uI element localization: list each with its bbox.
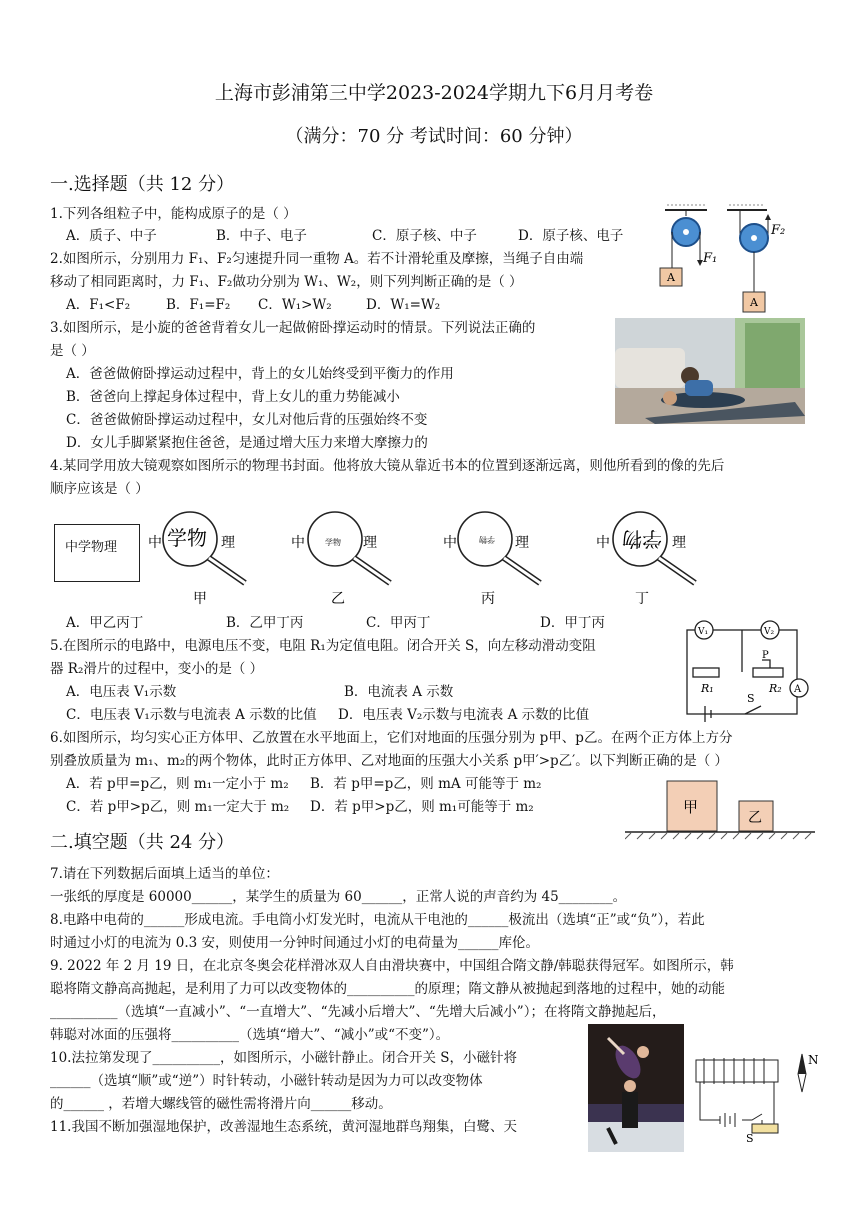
q1-option-a: A．质子、中子 [66,228,157,244]
magnifier-figure [145,505,715,610]
q4-fig-zhong-jia: 中 [148,535,162,551]
q6-option-c: C．若 p甲>p乙，则 m₁一定大于 m₂ [66,799,290,815]
q6-fig-yi: 乙 [748,810,762,826]
q5-fig-switch-s: S [747,692,755,705]
fig-label-ding: 丁 [635,591,649,607]
cubes-figure [625,775,815,843]
q5-fig-v2: V₂ [764,627,775,637]
q7-stem-line1: 7.请在下列数据后面填上适当的单位： [50,866,279,882]
q9-stem-line4: 韩聪对冰面的压强将__________（选填“增大”、“减小”或“不变”）。 [50,1027,450,1043]
q2-fig-block-a: A [667,271,675,284]
q5-stem-line2: 器 R₂滑片的过程中，变小的是（ ） [50,661,264,677]
q4-fig-li-bing: 理 [515,535,529,551]
q10-stem-line3: 的______ ，若增大螺线管的磁性需将滑片向______移动。 [50,1096,392,1112]
q5-fig-v1: V₁ [698,627,709,637]
q4-option-b: B．乙甲丁丙 [226,615,304,631]
q2-option-b: B．F₁=F₂ [166,297,231,313]
q9-stem-line3: __________（选填“一直减小”、“一直增大”、“先减小后增大”、“先增大后减小”）；在将隋文静抛起后， [50,1004,666,1020]
q2-stem-line2: 移动了相同距离时，力 F₁、F₂做功分别为 W₁、W₂，则下列判断正确的是（ ） [50,274,523,290]
q5-fig-slider-p: P [762,650,769,661]
q4-stem-line1: 4.某同学用放大镜观察如图所示的物理书封面。他将放大镜从靠近书本的位置到逐渐远离，则他所看到的像的先后 [50,458,725,474]
q6-option-d: D．若 p甲>p乙，则 m₁可能等于 m₂ [310,799,534,815]
q3-stem-line1: 3.如图所示，是小旋的爸爸背着女儿一起做俯卧撑运动时的情景。下列说法正确的 [50,320,536,336]
pushup-photo [615,318,805,424]
book-cover [54,524,140,582]
q4-stem-line2: 顺序应该是（ ） [50,481,149,497]
solenoid-figure [690,1050,820,1150]
q4-view-jia: 学物 [167,526,207,550]
q2-fig-label-f2: F₂ [771,223,786,238]
q1-stem: 1.下列各组粒子中，能构成原子的是（ ） [50,206,297,222]
q9-stem-line2: 聪将隋文静高高抛起，是利用了力可以改变物体的__________的原理；隋文静从被抛起到落地的过程中，她的动能 [50,981,725,997]
q6-fig-jia: 甲 [683,798,699,816]
q10-stem-line2: ______（选填“顺”或“逆”）时针转动，小磁针转动是因为力可以改变物体 [50,1073,483,1089]
q8-stem-line2: 时通过小灯的电流为 0.3 安，则使用一分钟时间通过小灯的电荷量为______库伦。 [50,935,540,951]
book-title: 中学物理 [65,540,118,555]
section-heading-choice: 一.选择题（共 12 分） [50,174,235,195]
q9-stem-line1: 9. 2022 年 2 月 19 日，在北京冬奥会花样滑冰双人自由滑块赛中，中国组合隋文静/韩聪获得冠军。如图所示，韩 [50,958,734,974]
q7-stem-line2: 一张纸的厚度是 60000______，某学生的质量为 60______，正常人说的声音约为 45________。 [50,889,627,905]
q4-fig-zhong-yi: 中 [291,535,305,551]
q2-fig-label-f1: F₁ [703,251,718,266]
q4-view-bing: 学物 [479,535,495,544]
q4-option-a: A．甲乙丙丁 [66,615,144,631]
q4-option-c: C．甲丙丁 [366,615,431,631]
circuit-figure [665,618,820,723]
fig-label-yi: 乙 [331,591,345,607]
fig-label-jia: 甲 [193,591,207,607]
q6-stem-line1: 6.如图所示，均匀实心正方体甲、乙放置在水平地面上，它们对地面的压强分别为 p甲、p乙。在两个正方体上方分 [50,730,733,746]
pulley-figure [655,202,795,318]
q3-option-c: C．爸爸做俯卧撑运动过程中，女儿对他后背的压强始终不变 [66,412,428,428]
q4-fig-li-jia: 理 [221,535,235,551]
q4-fig-li-ding: 理 [672,535,686,551]
q5-fig-r2: R₂ [769,682,782,695]
q5-fig-ammeter: A [794,684,802,695]
q4-view-yi: 学物 [325,538,341,547]
exam-info: （满分：70 分 考试时间：60 分钟） [285,126,583,147]
q1-option-d: D．原子核、电子 [518,228,624,244]
q10-fig-switch-s: S [746,1132,754,1145]
q2-option-d: D．W₁=W₂ [366,297,441,313]
q5-fig-r1: R₁ [701,682,714,695]
q5-option-d: D．电压表 V₂示数与电流表 A 示数的比值 [338,707,590,723]
q2-option-c: C．W₁>W₂ [258,297,332,313]
q5-option-b: B．电流表 A 示数 [344,684,454,700]
q6-option-a: A．若 p甲=p乙，则 m₁一定小于 m₂ [66,776,289,792]
q4-option-d: D．甲丁丙 [540,615,605,631]
q4-fig-zhong-ding: 中 [596,535,610,551]
q2-fig-block-a-2: A [750,296,758,309]
q2-option-a: A．F₁<F₂ [66,297,131,313]
q1-option-b: B．中子、电子 [216,228,307,244]
q8-stem-line1: 8.电路中电荷的______形成电流。手电筒小灯发光时，电流从干电池的______极流出（选填“正”或“负”），若此 [50,912,705,928]
fig-label-bing: 丙 [481,591,495,607]
q6-stem-line2: 别叠放质量为 m₁、m₂的两个物体，此时正方体甲、乙对地面的压强大小关系 p甲′>p乙′。以下判断正确的是（ ） [50,753,729,769]
q5-option-a: A．电压表 V₁示数 [66,684,177,700]
q4-fig-zhong-bing: 中 [443,535,457,551]
q5-stem-line1: 5.在图所示的电路中，电源电压不变，电阻 R₁为定值电阻。闭合开关 S，向左移动滑动变阻 [50,638,596,654]
q5-option-c: C．电压表 V₁示数与电流表 A 示数的比值 [66,707,317,723]
q4-view-ding: 学物 [622,527,662,551]
q10-stem-line1: 10.法拉第发现了__________，如图所示，小磁针静止。闭合开关 S，小磁针将 [50,1050,518,1066]
q10-fig-compass-n: N [808,1053,819,1067]
q1-option-c: C．原子核、中子 [372,228,477,244]
q2-stem-line1: 2.如图所示，分别用力 F₁、F₂匀速提升同一重物 A。若不计滑轮重及摩擦，当绳子自由端 [50,251,584,267]
q3-option-b: B．爸爸向上撑起身体过程中，背上女儿的重力势能减小 [66,389,400,405]
section-heading-fill: 二.填空题（共 24 分） [50,832,235,853]
q6-option-b: B．若 p甲=p乙，则 mA 可能等于 m₂ [310,776,542,792]
page-title: 上海市彭浦第三中学2023-2024学期九下6月月考卷 [214,82,654,104]
q3-option-d: D．女儿手脚紧紧抱住爸爸，是通过增大压力来增大摩擦力的 [66,435,428,451]
figure-skating-photo [588,1024,684,1152]
q4-fig-li-yi: 理 [363,535,377,551]
q3-option-a: A．爸爸做俯卧撑运动过程中，背上的女儿始终受到平衡力的作用 [66,366,454,382]
q3-stem-line2: 是（ ） [50,343,95,359]
q11-stem-line1: 11.我国不断加强湿地保护，改善湿地生态系统，黄河湿地群鸟翔集，白鹭、天 [50,1119,517,1135]
